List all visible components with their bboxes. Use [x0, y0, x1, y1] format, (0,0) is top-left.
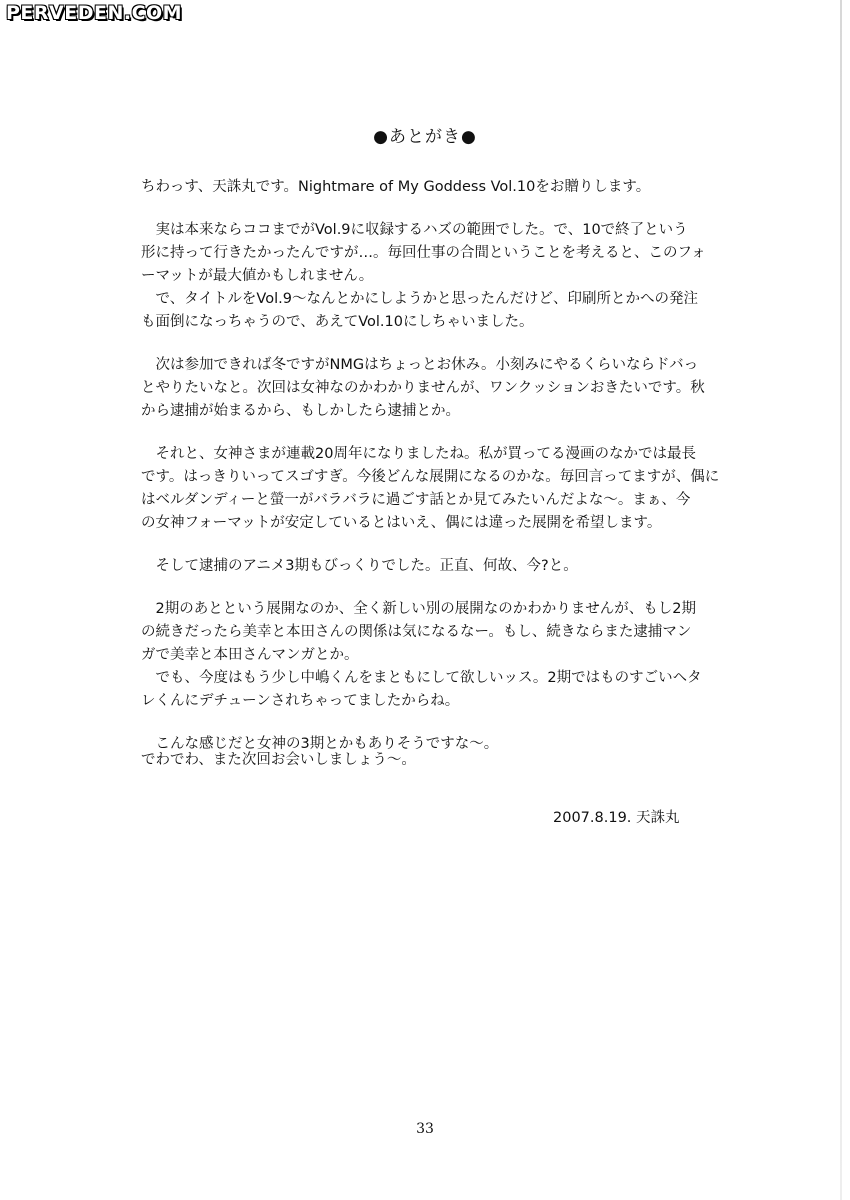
text-line: から逮捕が始まるから、もしかしたら逮捕とか。 — [141, 403, 460, 419]
paragraph-volume-scope — [141, 219, 721, 334]
text-line: ーマットが最大値かもしれません。 — [141, 268, 374, 284]
text-line: はベルダンディーと螢一がバラバラに過ごす話とか見てみたいんだよな～。まぁ、今 — [141, 492, 691, 508]
paragraph-greeting — [141, 176, 721, 199]
text-line: でも、今度はもう少し中嶋くんをまともにして欲しいッス。2期ではものすごいヘタ — [155, 670, 702, 686]
paragraph-season2 — [141, 598, 721, 713]
text-line: も面倒になっちゃうので、あえてVol.10にしちゃいました。 — [141, 314, 534, 330]
text-line: 形に持って行きたかったんですが…。毎回仕事の合間ということを考えると、このフォ — [141, 245, 706, 261]
closing-line: でわでわ、また次回お会いしましょう～。 — [141, 752, 416, 768]
page-edge-shadow — [840, 0, 842, 1200]
paragraph-anime-season3 — [141, 555, 721, 578]
text-line: の続きだったら美幸と本田さんの関係は気になるなー。もし、続きならまた逮捕マン — [141, 624, 692, 640]
text-line: の女神フォーマットが安定しているとはいえ、偶には違った展開を希望します。 — [141, 515, 662, 531]
text-line: レくんにデチューンされちゃってましたからね。 — [141, 693, 460, 709]
text-line: ガで美幸と本田さんマンガとか。 — [141, 647, 359, 663]
signature-date: 2007.8.19. 天誅丸 — [553, 810, 680, 826]
page-number: 33 — [416, 1121, 434, 1137]
text-line: とやりたいなと。次回は女神なのかわかりませんが、ワンクッションおきたいです。秋 — [141, 380, 705, 396]
text-line: です。はっきりいってスゴすぎ。今後どんな展開になるのかな。毎回言ってますが、偶に — [141, 469, 720, 485]
text-line: 実は本来ならココまでがVol.9に収録するハズの範囲でした。で、10で終了という — [155, 222, 688, 238]
paragraph-anniversary — [141, 443, 721, 535]
text-line: 次は参加できれば冬ですがNMGはちょっとお休み。小刻みにやるくらいならドバっ — [155, 357, 699, 373]
text-line: で、タイトルをVol.9～なんとかにしようかと思ったんだけど、印刷所とかへの発注 — [155, 291, 698, 307]
afterword-body — [141, 176, 721, 776]
site-watermark: PERVEDEN.COM — [6, 2, 183, 24]
text-line: ちわっす、天誅丸です。Nightmare of My Goddess Vol.10をお贈りします。 — [141, 179, 651, 195]
paragraph-next-event — [141, 354, 721, 423]
text-line: そして逮捕のアニメ3期もびっくりでした。正直、何故、今?と。 — [155, 558, 578, 574]
text-line: 2期のあとという展開なのか、全く新しい別の展開なのかわかりませんが、もし2期 — [155, 601, 696, 617]
afterword-title: ●あとがき● — [373, 127, 477, 147]
text-line: こんな感じだと女神の3期とかもありそうですな～。 — [155, 736, 499, 752]
text-line: それと、女神さまが連載20周年になりましたね。私が買ってる漫画のなかでは最長 — [155, 446, 696, 462]
